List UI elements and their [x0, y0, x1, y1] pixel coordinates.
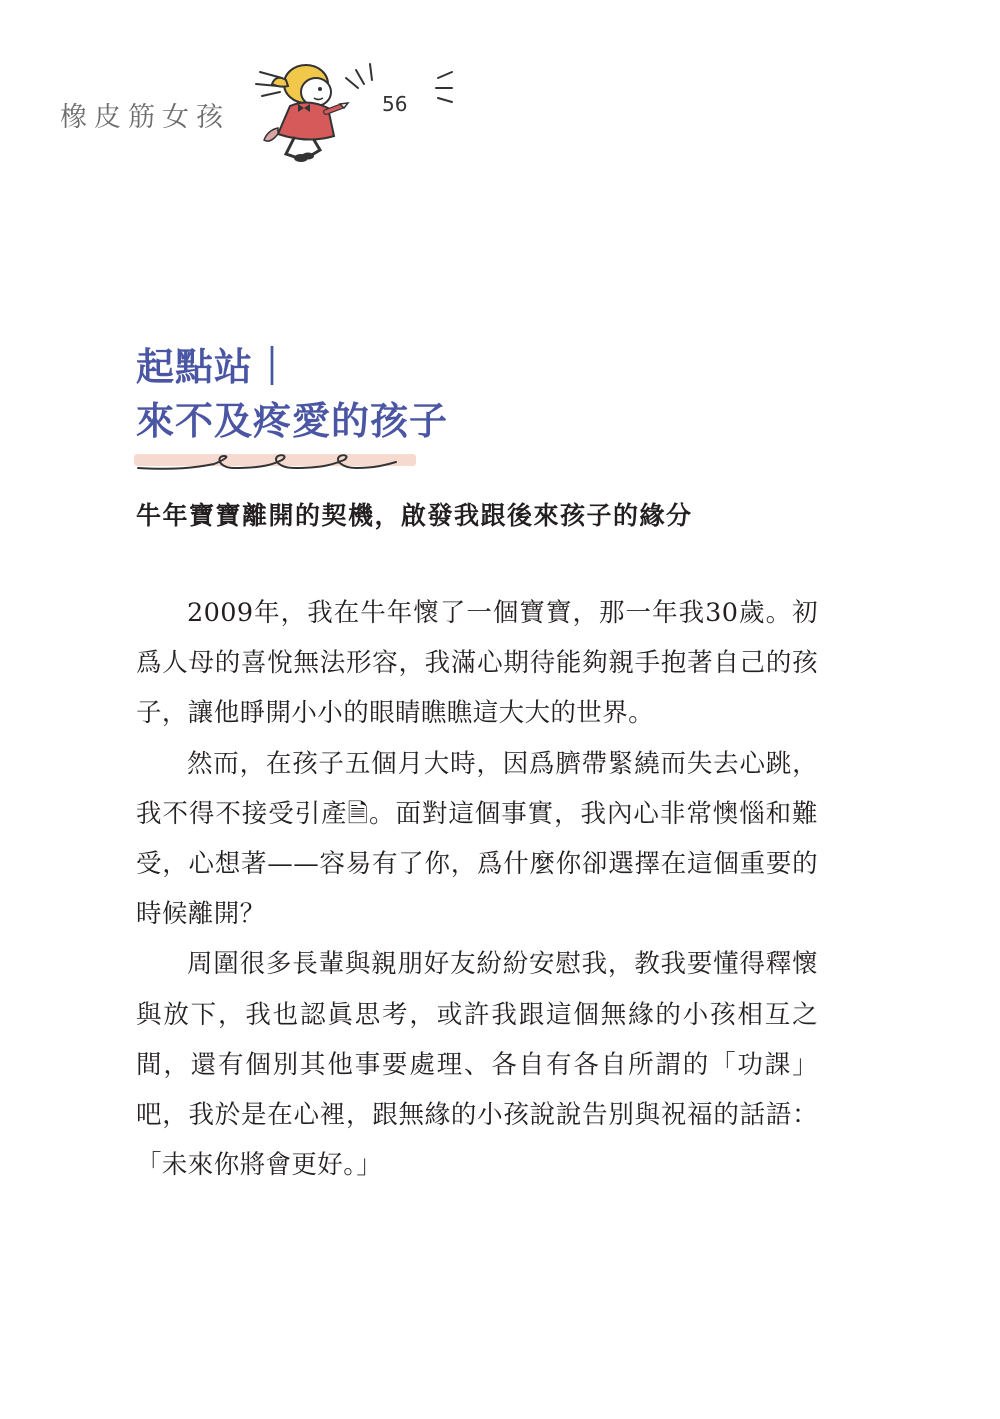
- page-number: 56: [382, 92, 408, 116]
- running-girl-icon: [238, 58, 468, 168]
- paragraph-1: 2009年，我在牛年懷了一個寶寶，那一年我30歲。初爲人母的喜悅無法形容，我滿心期待能夠親手抱著自己的孩子，讓他睜開小小的眼睛瞧瞧這大大的世界。: [136, 598, 818, 729]
- paragraph-3: 周圍很多長輩與親朋好友紛紛安慰我，教我要懂得釋懷與放下，我也認眞思考，或許我跟這個無緣的小孩相互之間，還有個別其他事要處理、各自有各自所謂的「功課」吧，我於是在心裡，跟無緣的小孩說說告別與祝福的話語：「未來你將會更好。」: [136, 949, 818, 1181]
- running-head-book-title: 橡皮筋女孩: [60, 102, 230, 133]
- squiggle-underline-icon: [134, 448, 420, 478]
- paragraph-2: 然而，在孩子五個月大時，因爲臍帶緊繞而失去心跳，我不得不接受引產🗎。面對這個事實，我內心非常懊惱和難受，心想著——容易有了你，爲什麼你卻選擇在這個重要的時候離開？: [136, 748, 818, 930]
- chapter-title-line-1: 起點站｜: [136, 345, 293, 389]
- chapter-title-line-2: 來不及疼愛的孩子: [136, 399, 449, 443]
- chapter-title: [136, 340, 448, 448]
- body-text: [136, 588, 818, 1190]
- chapter-subtitle: 牛年寶寶離開的契機，啟發我跟後來孩子的緣分: [136, 501, 693, 530]
